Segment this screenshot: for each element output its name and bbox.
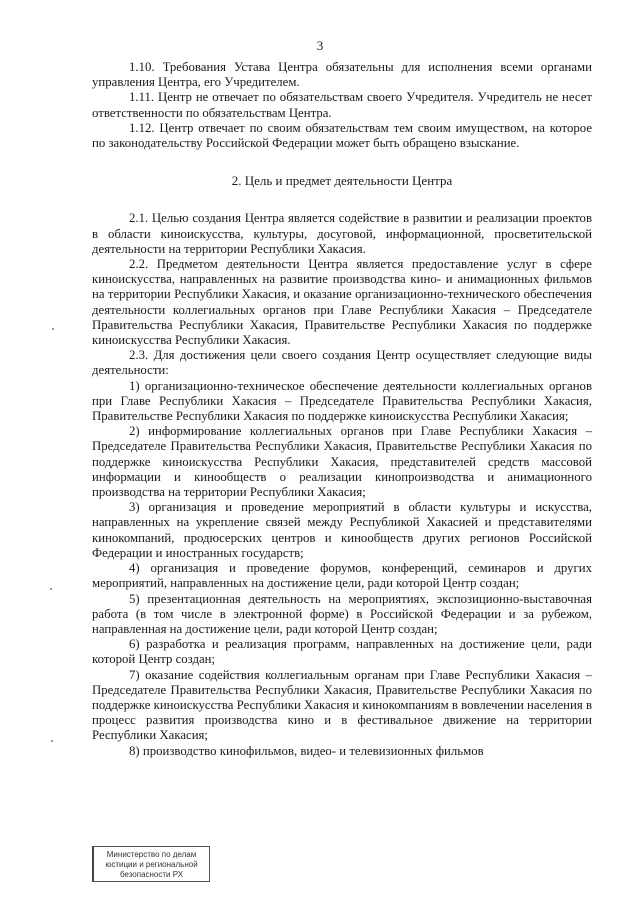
paragraph-2-3: 2.3. Для достижения цели своего создания Центр осуществляет следующие виды деятельности: <box>92 348 592 378</box>
paragraph-2-1: 2.1. Целью создания Центра является содействие в развитии и реализации проектов в области киноискусства, культуры, досуговой, информационной, просветительской деятельности на территории Республики Хакасия. <box>92 211 592 256</box>
list-item-2: 2) информирование коллегиальных органов при Главе Республики Хакасия – Председателе Правительства Республики Хакасия, Правительстве Республики Хакасия по поддержке киноискусства Республики Хакасия, представителей средств массовой информации и кинообществ о реализации кинопроизводства и анимационного производства на территории Республики Хакасия; <box>92 424 592 500</box>
list-item-8: 8) производство кинофильмов, видео- и телевизионных фильмов <box>129 743 484 758</box>
list-item-5: 5) презентационная деятельность на мероприятиях, экспозиционно-выставочная работа (в том числе в электронной форме) в Российской Федерации и за рубежом, направленная на достижение цели, ради которой Центр создан; <box>92 591 592 636</box>
paragraph-2-2: 2.2. Предметом деятельности Центра является предоставление услуг в сфере киноискусства, направленных на развитие производства кино- и анимационных фильмов на территории Республики Хакасия, и оказание организационно-технического обеспечения деятельности коллегиальных органов при Главе Республики Хакасия – Председателе Правительства Республики Хакасия, Правительстве Республики Хакасия по поддержке киноискусства Республики Хакасия. <box>92 257 592 348</box>
stamp-line-1: Министерство по делам <box>106 850 197 859</box>
stamp-line-2: юстиции и региональной <box>105 860 198 869</box>
page-number: 3 <box>316 38 324 53</box>
list-item-7: 7) оказание содействия коллегиальным органам при Главе Республики Хакасия – Председателе Правительства Республики Хакасия, Правительстве Республики Хакасия по поддержке киноискусства Республики Хакасия и кинокомпаниям в вовлечении населения в процесс развития производства кино и в фестивальное движение на территории Республики Хакасия; <box>92 667 592 743</box>
list-item-6: 6) разработка и реализация программ, направленных на достижение цели, ради которой Центр создан; <box>92 637 592 667</box>
section-heading: 2. Цель и предмет деятельности Центра <box>231 173 453 189</box>
document-body <box>92 60 592 759</box>
scan-speck <box>51 740 53 742</box>
scan-speck <box>50 588 52 590</box>
list-item-1: 1) организационно-техническое обеспечение деятельности коллегиальных органов при Главе Республики Хакасия – Председателе Правительства Республики Хакасия, Правительстве Республики Хакасия по поддержке киноискусства Республики Хакасия; <box>92 378 592 424</box>
paragraph-1-11: 1.11. Центр не отвечает по обязательствам своего Учредителя. Учредитель не несет ответственности по обязательствам Центра. <box>92 90 592 120</box>
list-item-3: 3) организация и проведение мероприятий в области культуры и искусства, направленных на укрепление связей между Республикой Хакасией и представителями кинокомпаний, продюсерских центров и кинообществ других регионов Российской Федерации и иностранных государств; <box>92 500 592 560</box>
ministry-stamp <box>92 846 210 882</box>
paragraph-1-12: 1.12. Центр отвечает по своим обязательствам тем своим имуществом, на которое по законодательству Российской Федерации может быть обращено взыскание. <box>92 120 592 151</box>
paragraph-1-10: 1.10. Требования Устава Центра обязательны для исполнения всеми органами управления Центра, его Учредителем. <box>92 60 592 90</box>
list-item-4: 4) организация и проведение форумов, конференций, семинаров и других мероприятий, направленных на достижение цели, ради которой Центр создан; <box>92 561 592 591</box>
stamp-line-3: безопасности РХ <box>119 870 184 879</box>
scan-speck <box>52 328 54 330</box>
